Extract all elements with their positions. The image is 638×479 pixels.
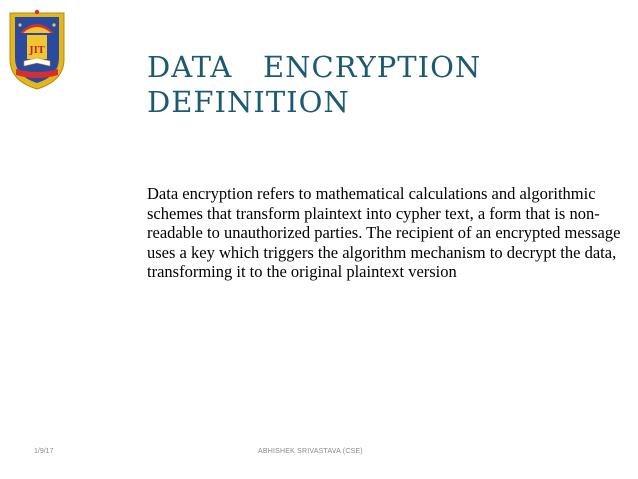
title-line-1: DATA ENCRYPTION [147, 50, 482, 84]
slide-title [147, 50, 617, 120]
footer-date: 1/9/17 [34, 448, 54, 455]
logo-area [0, 0, 137, 120]
college-logo [6, 3, 68, 91]
title-line-2: DEFINITION [147, 85, 350, 119]
logo-text: JIT [29, 46, 45, 56]
footer-author: ABHISHEK SRIVASTAVA (CSE) [258, 448, 363, 455]
definition-paragraph: Data encryption refers to mathematical calculations and algorithmic schemes that transform plaintext into cypher text, a form that is non-readable to unauthorized parties. The recipient of an encrypted message uses a key which triggers the algorithm mechanism to decrypt the data, transforming it to the original plaintext version [147, 184, 621, 281]
